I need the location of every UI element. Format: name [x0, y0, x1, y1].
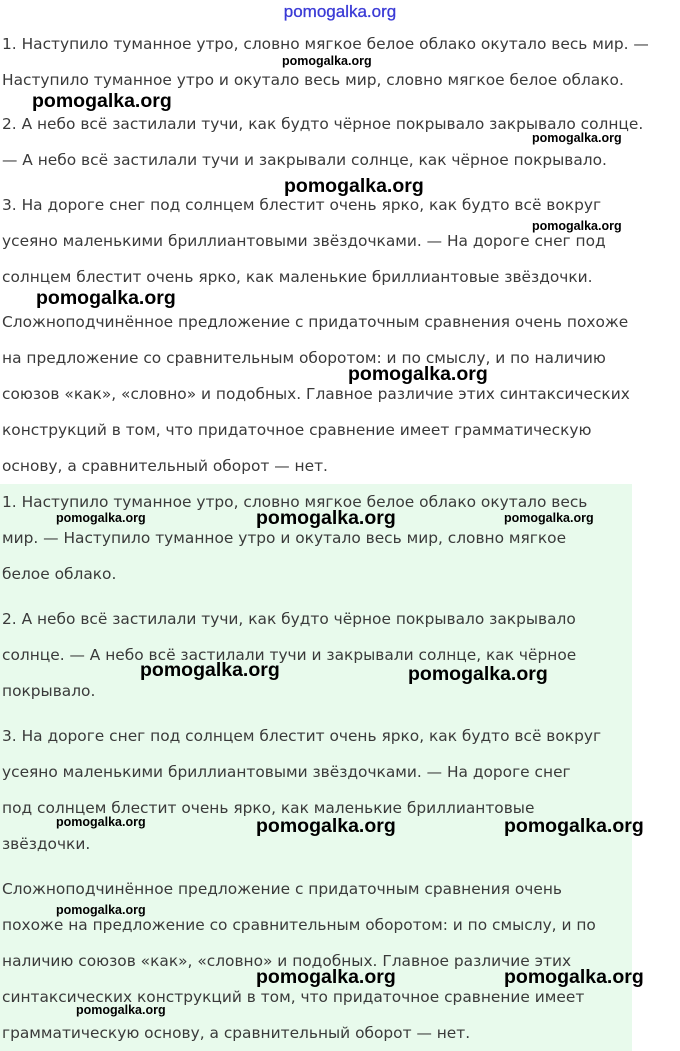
text-line: синтаксических конструкций в том, что придаточное сравнение имеет: [2, 988, 585, 1006]
text-line: похоже на предложение со сравнительным оборотом: и по смыслу, и по: [2, 916, 596, 934]
watermark: pomogalka.org: [140, 659, 280, 681]
text-line: солнцем блестит очень ярко, как маленькие бриллиантовые звёздочки.: [2, 268, 593, 286]
watermark: pomogalka.org: [56, 511, 146, 525]
watermark: pomogalka.org: [256, 815, 396, 837]
text-line: конструкций в том, что придаточное сравнение имеет грамматическую: [2, 421, 592, 439]
text-line: наличию союзов «как», «словно» и подобных. Главное различие этих: [2, 952, 572, 970]
watermark: pomogalka.org: [76, 1003, 166, 1017]
text-line: 1. Наступило туманное утро, словно мягкое белое облако окутало весь мир. —: [2, 35, 649, 53]
watermark: pomogalka.org: [532, 219, 622, 233]
text-line: звёздочки.: [2, 835, 91, 853]
text-line: грамматическую основу, а сравнительный оборот — нет.: [2, 1024, 471, 1042]
text-line: 2. А небо всё застилали тучи, как будто чёрное покрывало закрывало солнце.: [2, 115, 644, 133]
text-line: Наступило туманное утро и окутало весь мир, словно мягкое белое облако.: [2, 71, 624, 89]
text-line: мир. — Наступило туманное утро и окутало весь мир, словно мягкое: [2, 529, 567, 547]
text-line: союзов «как», «словно» и подобных. Главное различие этих синтаксических: [2, 385, 630, 403]
text-line: основу, а сравнительный оборот — нет.: [2, 457, 328, 475]
watermark: pomogalka.org: [504, 511, 594, 525]
text-line: Сложноподчинённое предложение с придаточным сравнения очень похоже: [2, 313, 629, 331]
text-line: на предложение со сравнительным оборотом: и по смыслу, и по наличию: [2, 349, 606, 367]
watermark: pomogalka.org: [408, 663, 548, 685]
watermark: pomogalka.org: [532, 131, 622, 145]
watermark: pomogalka.org: [284, 175, 424, 197]
text-line: 2. А небо всё застилали тучи, как будто чёрное покрывало закрывало: [2, 610, 576, 628]
watermark: pomogalka.org: [32, 90, 172, 112]
text-line: — А небо всё застилали тучи и закрывали солнце, как чёрное покрывало.: [2, 151, 607, 169]
watermark: pomogalka.org: [504, 966, 644, 988]
text-line: 3. На дороге снег под солнцем блестит очень ярко, как будто всё вокруг: [2, 727, 602, 745]
text-line: усеяно маленькими бриллиантовыми звёздочками. — На дороге снег под: [2, 232, 606, 250]
text-line: покрывало.: [2, 682, 96, 700]
text-line: под солнцем блестит очень ярко, как маленькие бриллиантовые: [2, 799, 535, 817]
text-line: 3. На дороге снег под солнцем блестит очень ярко, как будто всё вокруг: [2, 196, 602, 214]
watermark: pomogalka.org: [56, 815, 146, 829]
text-line: солнце. — А небо всё застилали тучи и закрывали солнце, как чёрное: [2, 646, 577, 664]
watermark: pomogalka.org: [36, 287, 176, 309]
watermark: pomogalka.org: [256, 507, 396, 529]
text-line: Сложноподчинённое предложение с придаточным сравнения очень: [2, 880, 562, 898]
watermark: pomogalka.org: [56, 903, 146, 917]
watermark: pomogalka.org: [348, 363, 488, 385]
watermark: pomogalka.org: [504, 815, 644, 837]
text-line: белое облако.: [2, 565, 117, 583]
text-line: 1. Наступило туманное утро, словно мягкое белое облако окутало весь: [2, 493, 588, 511]
watermark: pomogalka.org: [256, 966, 396, 988]
text-line: усеяно маленькими бриллиантовыми звёздочками. — На дороге снег: [2, 763, 571, 781]
watermark: pomogalka.org: [282, 54, 372, 68]
site-link[interactable]: pomogalka.org: [283, 2, 397, 21]
